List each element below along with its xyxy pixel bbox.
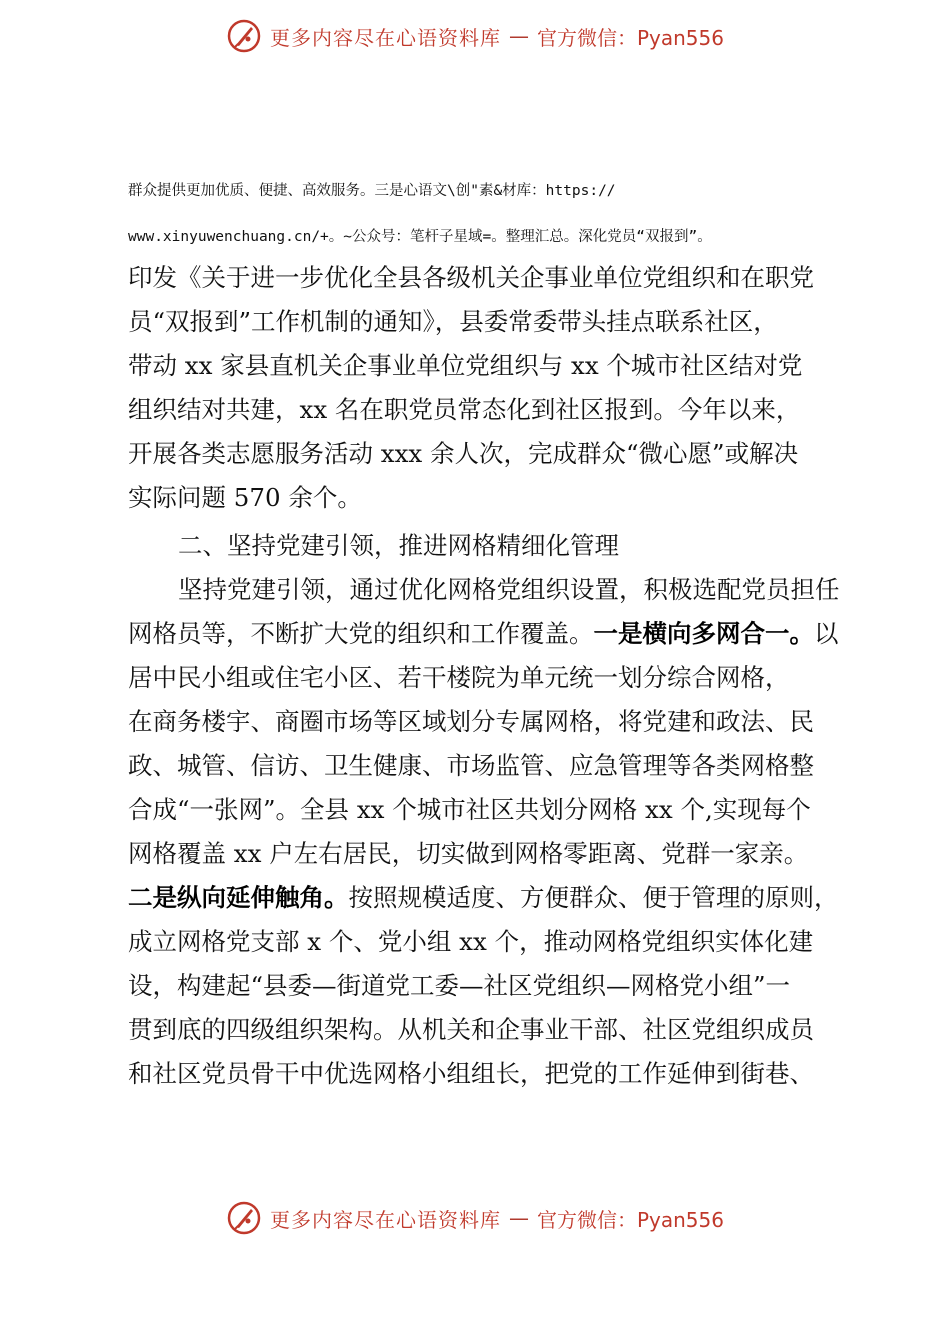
small-text-line: 群众提供更加优质、便捷、高效服务。三是心语文\创"素&材库：https://	[128, 183, 616, 199]
banner-separator: —	[508, 1206, 529, 1230]
paragraph-line	[128, 612, 850, 656]
paragraph-line: 印发《关于进一步优化全县各级机关企事业单位党组织和在职党	[128, 263, 814, 292]
paragraph-line: 带动 xx 家县直机关企事业单位党组织与 xx 个城市社区结对党	[128, 351, 803, 380]
small-text-line: www.xinyuwenchuang.cn/+。~公众号：笔杆子星域=。整理汇总。深化党员“双报到”。	[128, 229, 712, 245]
paragraph-line: 政、城管、信访、卫生健康、市场监管、应急管理等各类网格整	[128, 751, 814, 780]
paragraph-line: 成立网格党支部 x 个、党小组 xx 个，推动网格党组织实体化建	[128, 927, 814, 956]
bold-keyphrase: 二是纵向延伸触角。	[128, 883, 349, 912]
paragraph-line: 在商务楼宇、商圈市场等区域划分专属网格，将党建和政法、民	[128, 707, 814, 736]
quill-logo-icon	[226, 1200, 262, 1236]
section-heading: 二、坚持党建引领，推进网格精细化管理	[178, 531, 619, 560]
text-run: 按照规模适度、方便群众、便于管理的原则，	[348, 883, 839, 912]
document-body	[128, 180, 850, 1096]
quill-logo-icon	[226, 18, 262, 54]
paragraph-line: 设，构建起“县委—街道党工委—社区党组织—网格党小组”一	[128, 971, 791, 1000]
paragraph-line: 实际问题 570 余个。	[128, 483, 362, 512]
paragraph-line: 合成“一张网”。全县 xx 个城市社区共划分网格 xx 个,实现每个	[128, 795, 811, 824]
banner-text: 更多内容尽在心语资料库	[269, 1207, 501, 1232]
text-run: 以	[814, 619, 839, 648]
paragraph-line: 组织结对共建，xx 名在职党员常态化到社区报到。今年以来，	[128, 395, 801, 424]
text-run: 网格员等，不断扩大党的组织和工作覆盖。	[128, 619, 594, 648]
paragraph-line: 员“双报到”工作机制的通知》，县委常委带头挂点联系社区，	[128, 307, 778, 336]
paragraph-line: 坚持党建引领，通过优化网格党组织设置，积极选配党员担任	[178, 575, 840, 604]
banner-text: 更多内容尽在心语资料库	[269, 25, 501, 50]
paragraph-line	[128, 876, 850, 920]
header-banner	[0, 14, 950, 58]
paragraph-line: 贯到底的四级组织架构。从机关和企事业干部、社区党组织成员	[128, 1015, 814, 1044]
banner-wechat: 官方微信：Pyan556	[536, 25, 724, 50]
banner-wechat: 官方微信：Pyan556	[536, 1207, 724, 1232]
paragraph-line: 和社区党员骨干中优选网格小组组长，把党的工作延伸到街巷、	[128, 1059, 814, 1088]
banner-separator: —	[508, 24, 529, 48]
footer-banner	[0, 1196, 950, 1240]
paragraph-line: 开展各类志愿服务活动 xxx 余人次，完成群众“微心愿”或解决	[128, 439, 799, 468]
bold-keyphrase: 一是横向多网合一。	[593, 619, 814, 648]
paragraph-line: 网格覆盖 xx 户左右居民，切实做到网格零距离、党群一家亲。	[128, 839, 809, 868]
paragraph-line: 居中民小组或住宅小区、若干楼院为单元统一划分综合网格，	[128, 663, 790, 692]
